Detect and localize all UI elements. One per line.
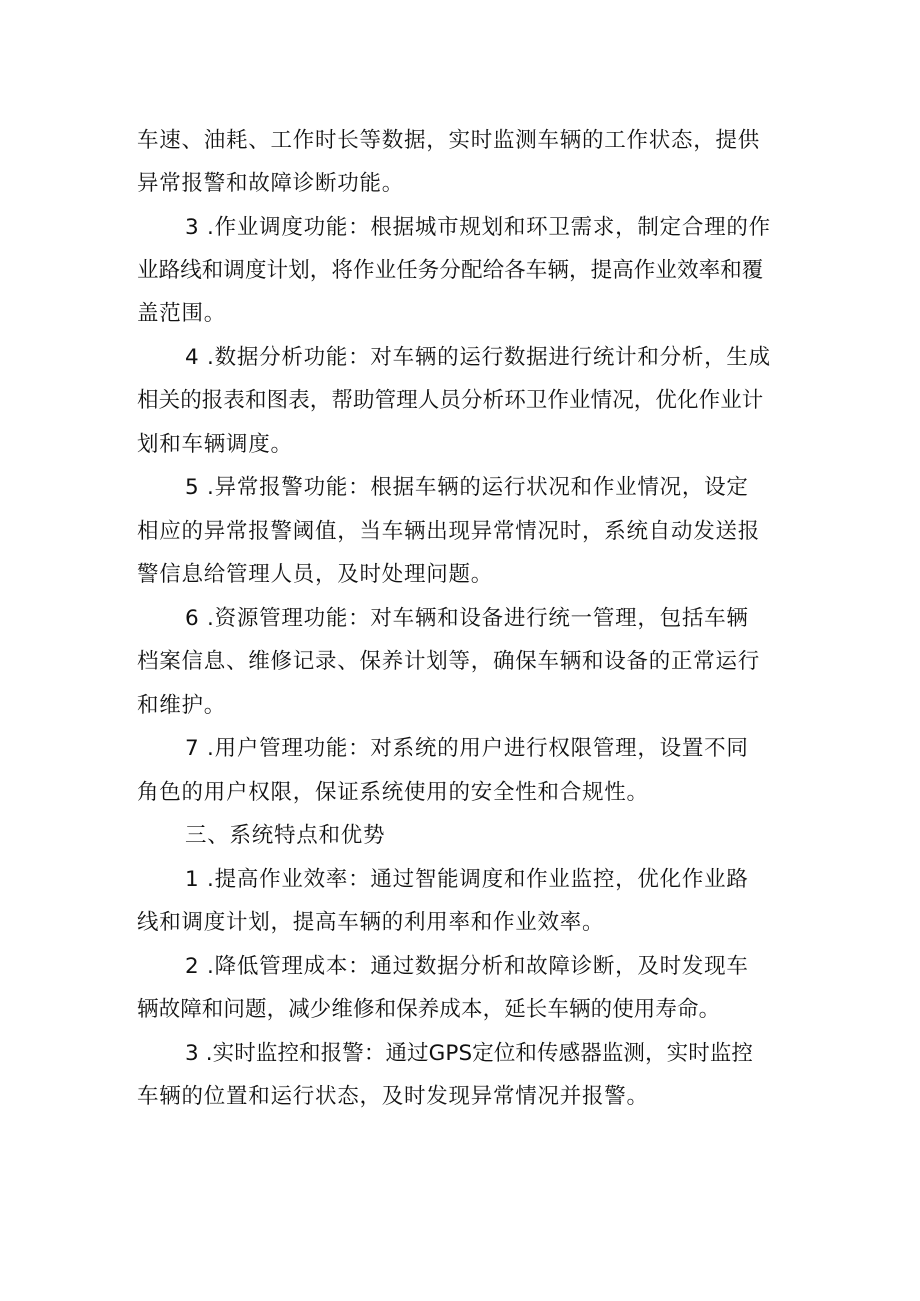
text-line: 线和调度计划，提高车辆的利用率和作业效率。 — [137, 910, 605, 935]
text-line: 和维护。 — [137, 693, 227, 718]
text-line: 盖范围。 — [137, 301, 227, 326]
text-line: 异常报警和故障诊断功能。 — [137, 171, 405, 196]
text-line: 5 .异常报警功能：根据车辆的运行状况和作业情况，设定 — [185, 475, 749, 500]
text-line: 4 .数据分析功能：对车辆的运行数据进行统计和分析，生成 — [185, 345, 771, 370]
text-line: 7 .用户管理功能：对系统的用户进行权限管理，设置不同 — [185, 736, 749, 761]
text-line: 车辆的位置和运行状态，及时发现异常情况并报警。 — [137, 1084, 649, 1109]
text-line: 相关的报表和图表，帮助管理人员分析环卫作业情况，优化作业计 — [137, 388, 764, 413]
text-line: 警信息给管理人员，及时处理问题。 — [137, 562, 494, 587]
text-line: 辆故障和问题，减少维修和保养成本，延长车辆的使用寿命。 — [137, 997, 721, 1022]
text-line: 划和车辆调度。 — [137, 432, 293, 457]
text-line: 档案信息、维修记录、保养计划等，确保车辆和设备的正常运行 — [137, 649, 761, 674]
text-line: 6 .资源管理功能：对车辆和设备进行统一管理，包括车辆 — [185, 606, 749, 631]
text-line: 1 .提高作业效率：通过智能调度和作业监控，优化作业路 — [185, 867, 749, 892]
text-line: 角色的用户权限，保证系统使用的安全性和合规性。 — [137, 780, 649, 805]
text-line: 2 .降低管理成本：通过数据分析和故障诊断，及时发现车 — [185, 954, 749, 979]
section-heading: 三、系统特点和优势 — [185, 823, 386, 848]
text-line: 3 .实时监控和报警：通过GPS定位和传感器监测，实时监控 — [185, 1041, 754, 1066]
text-line: 车速、油耗、工作时长等数据，实时监测车辆的工作状态，提供 — [137, 128, 761, 153]
text-line: 3 .作业调度功能：根据城市规划和环卫需求，制定合理的作 — [185, 215, 771, 240]
text-line: 业路线和调度计划，将作业任务分配给各车辆，提高作业效率和覆 — [137, 258, 764, 283]
text-line: 相应的异常报警阈值，当车辆出现异常情况时，系统自动发送报 — [137, 519, 761, 544]
